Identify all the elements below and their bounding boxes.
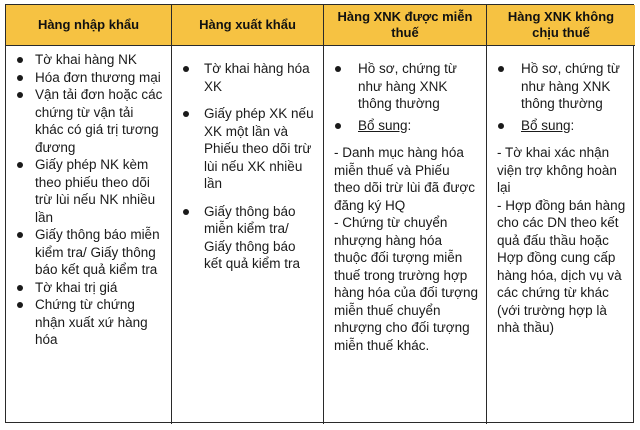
bullet-icon [183, 209, 189, 215]
bullet-icon [17, 92, 23, 98]
header-export: Hàng xuất khẩu [172, 5, 324, 46]
list-item: Giấy thông báo miễn kiểm tra/ Giấy thông báo kết quả kiểm tra [14, 226, 163, 279]
bullet-icon [17, 232, 23, 238]
supplement-label: Bổ sung: [332, 117, 478, 135]
supplement-line: - Tờ khai xác nhận viện trợ không hoàn lại [497, 145, 617, 195]
import-docs-cell [6, 46, 172, 424]
non-taxable-docs-list [495, 60, 627, 113]
list-item: Vận tải đơn hoặc các chứng từ vận tải khác có giá trị tương đương [14, 86, 163, 156]
export-docs-cell [172, 46, 324, 424]
bullet-icon [335, 123, 341, 129]
import-docs-list [14, 51, 163, 349]
supplement-line: - Danh mục hàng hóa miễn thuế và Phiếu theo dõi trừ lùi đã được đăng ký HQ [334, 145, 475, 213]
supplement-line: - Chứng từ chuyển nhượng hàng hóa thuộc đối tượng miễn thuế trong trường hợp hàng hóa của đối tượng miễn thuế chuyển nhượng cho đối tượng miễn thuế khác. [334, 215, 478, 353]
header-non-taxable: Hàng XNK không chịu thuế [487, 5, 635, 46]
customs-documents-table [5, 4, 634, 423]
bullet-icon [17, 302, 23, 308]
list-item: Giấy phép XK nếu XK một lần và Phiếu theo dõi trừ lùi nếu XK nhiều lần [180, 105, 315, 193]
bullet-icon [17, 285, 23, 291]
bullet-icon [17, 75, 23, 81]
tax-exempt-docs-list [332, 60, 478, 113]
list-item: Tờ khai hàng hóa XK [180, 60, 315, 95]
list-item: Hồ sơ, chứng từ như hàng XNK thông thường [332, 60, 478, 113]
list-item: Tờ khai trị giá [14, 279, 163, 297]
bullet-icon [183, 66, 189, 72]
header-import: Hàng nhập khẩu [6, 5, 172, 46]
list-item: Hồ sơ, chứng từ như hàng XNK thông thường [495, 60, 627, 113]
bullet-icon [17, 162, 23, 168]
list-item: Giấy thông báo miễn kiểm tra/ Giấy thông báo kết quả kiểm tra [180, 203, 315, 273]
bullet-icon [335, 66, 341, 72]
list-item: Chứng từ chứng nhận xuất xứ hàng hóa [14, 296, 163, 349]
supplement-label: Bổ sung: [495, 117, 627, 135]
tax-exempt-docs-cell [324, 46, 487, 424]
bullet-icon [183, 111, 189, 117]
bullet-icon [17, 57, 23, 63]
bullet-icon [498, 66, 504, 72]
non-taxable-docs-cell [487, 46, 635, 424]
list-item: Hóa đơn thương mại [14, 69, 163, 87]
supplement-line: - Hợp đồng bán hàng cho các DN theo kết quả đấu thầu hoặc Hợp đồng cung cấp hàng hóa, dịch vụ và các chứng từ khác (với trường hợp là nhà thầu) [497, 197, 626, 335]
header-tax-exempt: Hàng XNK được miễn thuế [324, 5, 487, 46]
supplement-lines [495, 144, 627, 337]
supplement-lines [332, 144, 478, 354]
bullet-icon [498, 123, 504, 129]
list-item: Tờ khai hàng NK [14, 51, 163, 69]
list-item: Giấy phép NK kèm theo phiếu theo dõi trừ lùi nếu NK nhiều lần [14, 156, 163, 226]
export-docs-list [180, 60, 315, 273]
